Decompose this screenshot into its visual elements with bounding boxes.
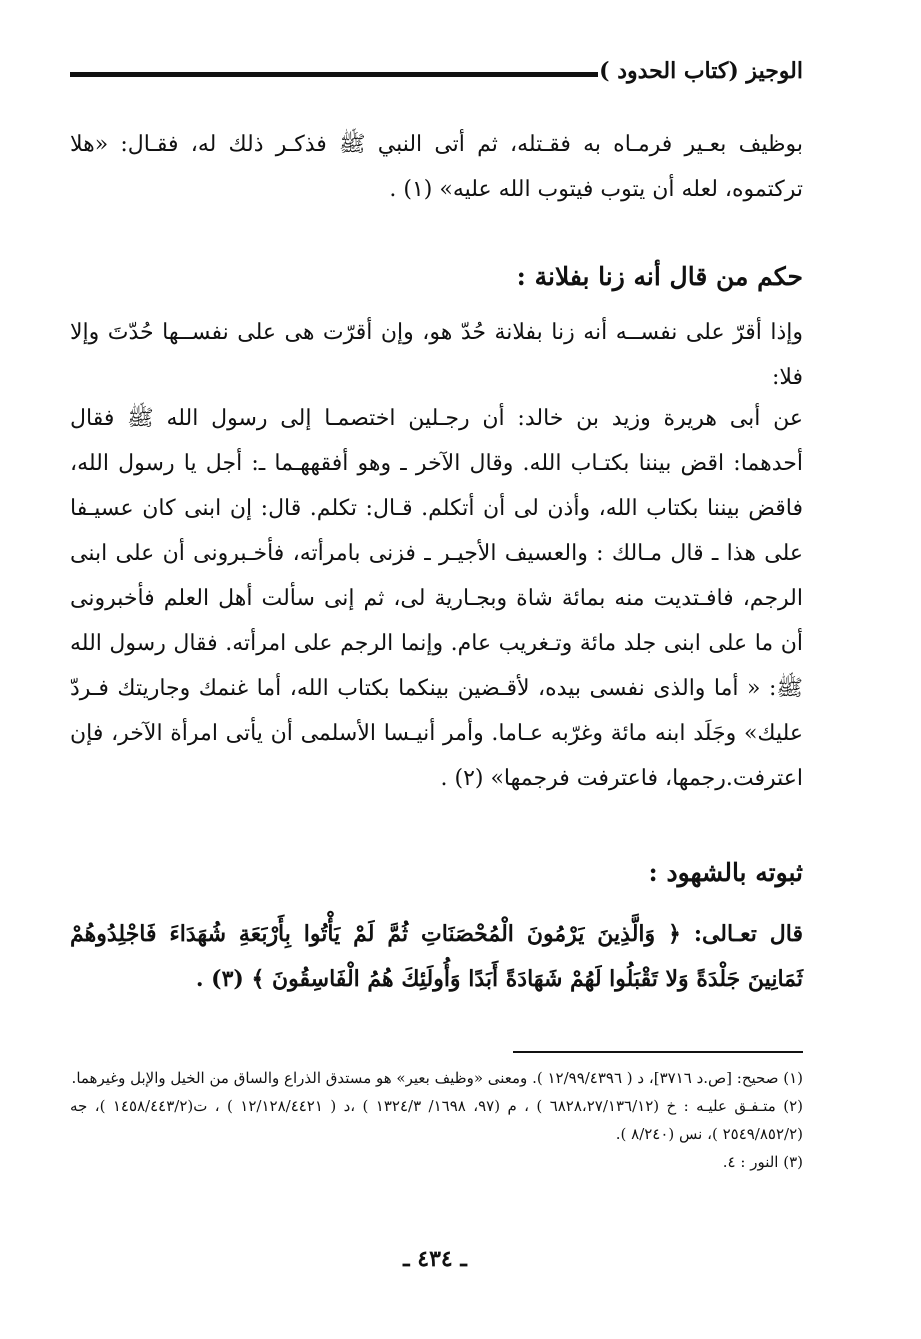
page-number: ـ ٤٣٤ ـ [403, 1246, 467, 1272]
footnote-1: (١) صحيح: [ص.د ٣٧١٦]، د ( ١٢/٩٩/٤٣٩٦ ). ومعنى «وظيف بعير» هو مستدق الذراع والساق من الخيل والإبل وغيرهما. [71, 1069, 803, 1087]
footnote-rule [513, 1051, 803, 1053]
ruling-paragraph: وإذا أقرّ على نفســه أنه زنا بفلانة حُدّ هو، وإن أقرّت هى على نفســها حُدّتَ وإلا فلا: [70, 320, 803, 390]
hadith-paragraph: عن أبى هريرة وزيد بن خالد: أن رجـلين اختصمـا إلى رسول الله ﷺ فقال أحدهما: اقض بيننا بكتـاب الله. وقال الآخر ـ وهو أفقههـما ـ: أجل يا رسول الله، فاقض بيننا بكتاب الله، وأذن لى أن أتكلم. قـال: تكلم. قال: إن ابنى كان عسيـفا على هذا ـ قال مـالك : والعسيف الأجيـر ـ فزنى بامرأته، فأخـبرونى أن على ابنى الرجم، فافـتديت منه بمائة شاة وبجـارية لى، ثم إنى سألت أهل العلم فأخبرونى أن ما على ابنى جلد مائة وتـغريب عام. وإنما الرجم على امرأته. فقال رسول الله ﷺ: « أما والذى نفسى بيده، لأقـضين بينكما بكتاب الله، أما غنمك وجاريتك فـردّ عليك» وجَلَد ابنه مائة وغرّبه عـاما. وأمر أنيـسا الأسلمى أن يأتى امرأة الآخر، فإن اعترفت.رجمها، فاعترفت فرجمها» (٢) . [70, 406, 803, 791]
section-heading-witnesses: ثبوته بالشهود : [648, 858, 803, 887]
continued-paragraph: بوظيف بعـير فرمـاه به فقـتله، ثم أتى النبي ﷺ فذكـر ذلك له، فقـال: «هلا تركتموه، لعله أن يتوب فيتوب الله عليه» (١) . [70, 132, 803, 202]
footnotes [70, 1064, 803, 1176]
quran-verse-paragraph: قال تعـالى: ﴿ وَالَّذِينَ يَرْمُونَ الْمُحْصَنَاتِ ثُمَّ لَمْ يَأْتُوا بِأَرْبَعَةِ شُهَدَاءَ فَاجْلِدُوهُمْ ثَمَانِينَ جَلْدَةً وَلا تَقْبَلُوا لَهُمْ شَهَادَةً أَبَدًا وَأُولَئِكَ هُمُ الْفَاسِقُونَ ﴾ (٣) . [70, 921, 803, 992]
running-head: الوجيز (كتاب الحدود ) [599, 58, 803, 84]
footnote-2: (٢) متـفـق عليـه : خ (٦٨٢٨،٢٧/١٣٦/١٢ ) ، م (٩٧، ١٦٩٨/ ١٣٢٤/٣ ) ،د ( ١٢/١٢٨/٤٤٢١ ) ، ت(١٤٥٨/٤٤٣/٢ )، جه (٢٥٤٩/٨٥٢/٢ )، نس (٨/٢٤٠ ). [70, 1097, 803, 1143]
section-heading-confession: حكم من قال أنه زنا بفلانة : [516, 262, 803, 291]
footnote-3: (٣) النور : ٤. [722, 1153, 803, 1171]
header-rule [70, 72, 598, 77]
